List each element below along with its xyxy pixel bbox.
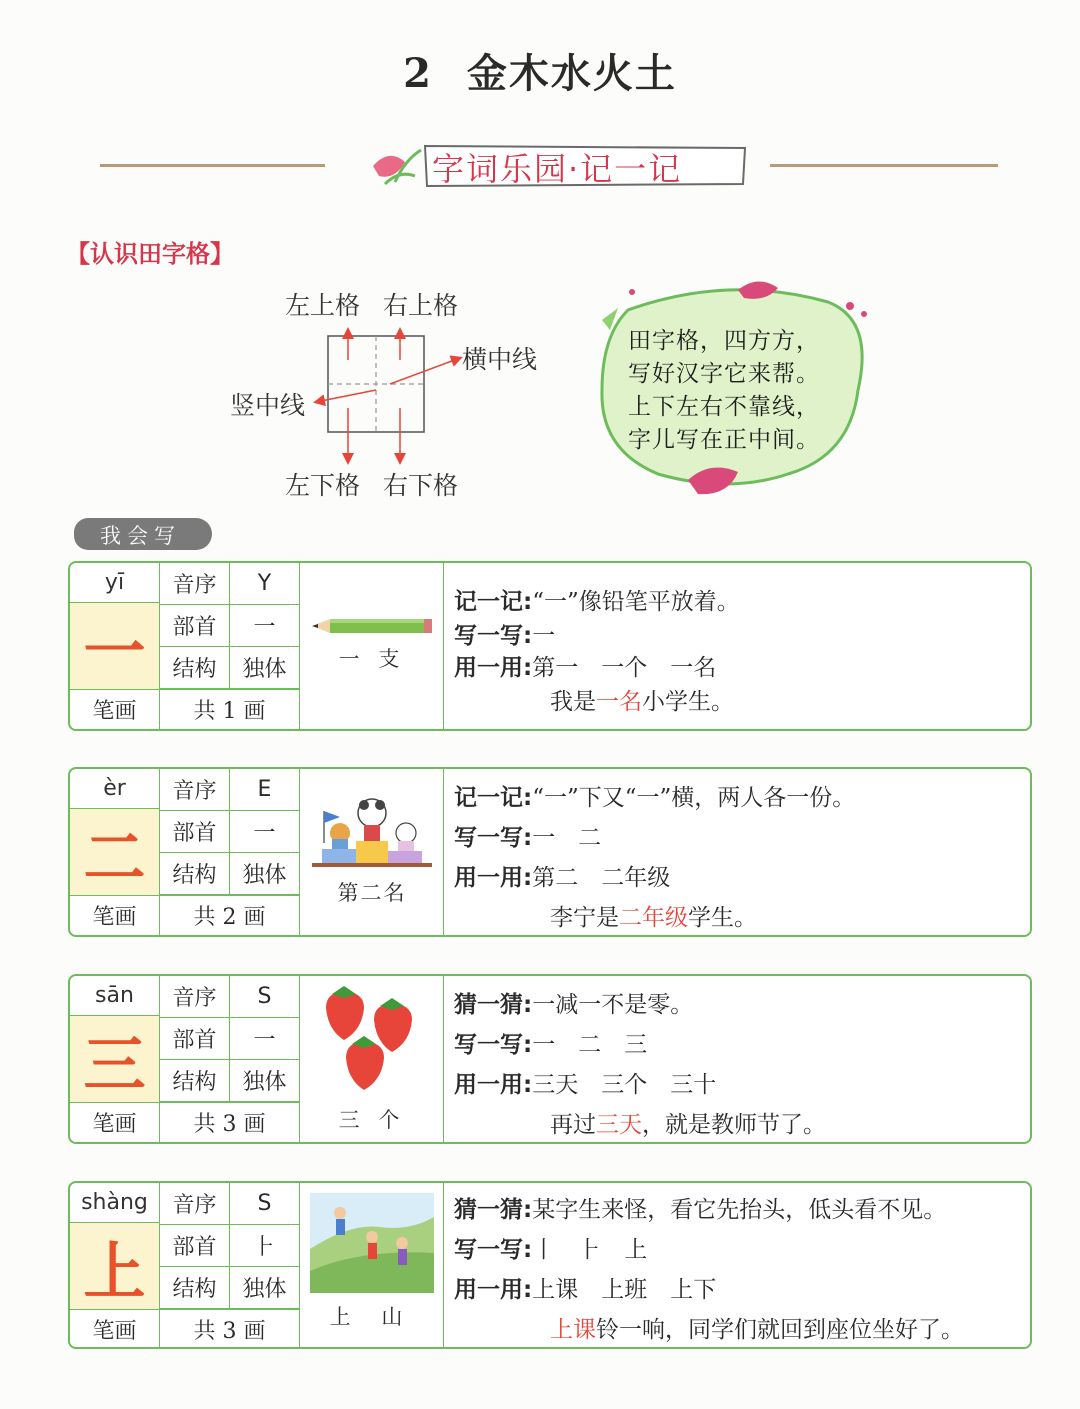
example-pre: 我是	[550, 689, 596, 715]
character-card-san	[68, 974, 1032, 1144]
character: 一	[70, 603, 160, 689]
picture-panel	[300, 769, 444, 935]
note-use	[454, 1271, 716, 1304]
note-label: 记一记:	[454, 785, 533, 811]
hill-climb-icon	[310, 1193, 434, 1293]
character-card-shang	[68, 1181, 1032, 1349]
jiegou-label: 结构	[160, 1060, 230, 1102]
note-label: 用一用:	[454, 1072, 533, 1098]
poem-line: 字儿写在正中间。	[628, 427, 820, 453]
bushou-label: 部首	[160, 1018, 230, 1060]
note-label: 记一记:	[454, 589, 533, 615]
example-post: 小学生。	[642, 689, 734, 715]
jiegou-value: 独体	[230, 647, 300, 689]
example-post: ，就是教师节了。	[642, 1112, 826, 1138]
note-text: 一 二	[532, 825, 602, 851]
yinxu-label: 音序	[160, 1183, 230, 1225]
jiegou-value: 独体	[230, 853, 300, 895]
example-pre: 李宁是	[550, 905, 619, 931]
notes	[454, 563, 1030, 729]
note-text: 丨 ⺊ 上	[532, 1237, 648, 1263]
note-text: 第二 二年级	[532, 865, 671, 891]
picture-panel	[300, 563, 444, 729]
note-write	[454, 1231, 647, 1264]
jiegou-label: 结构	[160, 853, 230, 895]
example-highlight: 三天	[596, 1112, 642, 1138]
note-label: 写一写:	[454, 825, 533, 851]
notes	[454, 976, 1030, 1142]
bushou-value: 一	[230, 811, 300, 853]
example-sentence	[550, 1311, 964, 1344]
example-post: 学生。	[688, 905, 757, 931]
note-guess	[454, 986, 693, 1019]
pencil-icon	[312, 615, 432, 637]
note-label: 猜一猜:	[454, 992, 533, 1018]
picture-caption: 三 个	[338, 1108, 406, 1132]
jiegou-value: 独体	[230, 1060, 300, 1102]
bushou-label: 部首	[160, 605, 230, 647]
note-text: 一	[532, 623, 556, 649]
yinxu-label: 音序	[160, 769, 230, 811]
character-card-yi	[68, 561, 1032, 731]
note-label: 用一用:	[454, 1277, 533, 1303]
note-label: 写一写:	[454, 1237, 533, 1263]
label-bottom-right-cell: 右下格	[383, 471, 459, 500]
picture-caption: 一 支	[338, 647, 406, 671]
podium-icon	[312, 781, 432, 867]
right-divider	[770, 164, 998, 167]
strokes-label: 笔画	[70, 895, 160, 935]
label-bottom-left-cell: 左下格	[285, 471, 361, 500]
picture-caption: 上 山	[329, 1305, 415, 1329]
note-text: 第一 一个 一名	[532, 655, 717, 681]
strokes-value: 共 1 画	[160, 689, 300, 729]
pinyin: yī	[70, 563, 160, 603]
poem-line: 上下左右不靠线，	[628, 394, 820, 420]
pinyin: èr	[70, 769, 160, 809]
example-highlight: 二年级	[619, 905, 688, 931]
bushou-value: ⺊	[230, 1225, 300, 1267]
note-write	[454, 617, 555, 650]
bushou-label: 部首	[160, 811, 230, 853]
pinyin: sān	[70, 976, 160, 1016]
jiegou-label: 结构	[160, 647, 230, 689]
note-write	[454, 819, 601, 852]
poem-line: 田字格，四方方，	[628, 328, 820, 354]
note-remember	[454, 583, 740, 616]
note-use	[454, 649, 716, 682]
note-use	[454, 859, 670, 892]
bushou-value: 一	[230, 1018, 300, 1060]
character-card-er	[68, 767, 1032, 937]
banner-text: 字词乐园·记一记	[432, 150, 683, 188]
yinxu-value: E	[230, 769, 300, 811]
section-heading-tianzige: 【认识田字格】	[66, 240, 234, 268]
note-remember	[454, 779, 855, 812]
note-text: “一”下又“一”横，两人各一份。	[532, 785, 856, 811]
note-text: 一减一不是零。	[532, 992, 694, 1018]
write-section-label: 我会写	[100, 524, 181, 548]
note-label: 写一写:	[454, 1032, 533, 1058]
example-post: 铃一响，同学们就回到座位坐好了。	[596, 1317, 964, 1343]
strawberries-icon	[322, 984, 422, 1096]
note-text: 上课 上班 上下	[532, 1277, 717, 1303]
label-top-right-cell: 右上格	[383, 291, 459, 320]
example-sentence	[550, 683, 734, 716]
left-divider	[100, 164, 325, 167]
example-pre: 再过	[550, 1112, 596, 1138]
note-text: 某字生来怪，看它先抬头，低头看不见。	[532, 1197, 947, 1223]
yinxu-label: 音序	[160, 976, 230, 1018]
picture-panel	[300, 976, 444, 1142]
strokes-label: 笔画	[70, 689, 160, 729]
character: 二	[70, 809, 160, 895]
note-text: “一”像铅笔平放着。	[532, 589, 740, 615]
note-label: 用一用:	[454, 655, 533, 681]
example-highlight: 上课	[550, 1317, 596, 1343]
bushou-label: 部首	[160, 1225, 230, 1267]
example-sentence	[550, 899, 757, 932]
label-horizontal-line: 横中线	[462, 345, 538, 374]
character: 上	[70, 1223, 160, 1309]
note-guess	[454, 1191, 946, 1224]
example-sentence	[550, 1106, 826, 1139]
notes	[454, 1183, 1030, 1349]
jiegou-label: 结构	[160, 1267, 230, 1309]
pinyin: shàng	[70, 1183, 160, 1223]
lesson-number: 2	[403, 50, 433, 97]
character: 三	[70, 1016, 160, 1102]
yinxu-label: 音序	[160, 563, 230, 605]
label-vertical-line: 竖中线	[230, 391, 306, 420]
note-text: 一 二 三	[532, 1032, 648, 1058]
note-label: 写一写:	[454, 623, 533, 649]
example-highlight: 一名	[596, 689, 642, 715]
label-top-left-cell: 左上格	[285, 291, 361, 320]
bushou-value: 一	[230, 605, 300, 647]
note-use	[454, 1066, 716, 1099]
note-label: 用一用:	[454, 865, 533, 891]
notes	[454, 769, 1030, 935]
yinxu-value: S	[230, 1183, 300, 1225]
tianzige-diagram	[300, 320, 470, 470]
strokes-value: 共 3 画	[160, 1102, 300, 1142]
strokes-value: 共 2 画	[160, 895, 300, 935]
strokes-value: 共 3 画	[160, 1309, 300, 1349]
yinxu-value: Y	[230, 563, 300, 605]
picture-caption: 第二名	[337, 881, 407, 905]
poem-line: 写好汉字它来帮。	[628, 361, 820, 387]
note-text: 三天 三个 三十	[532, 1072, 717, 1098]
note-label: 猜一猜:	[454, 1197, 533, 1223]
jiegou-value: 独体	[230, 1267, 300, 1309]
strokes-label: 笔画	[70, 1309, 160, 1349]
picture-panel	[300, 1183, 444, 1349]
lesson-title	[0, 42, 1080, 99]
yinxu-value: S	[230, 976, 300, 1018]
note-write	[454, 1026, 647, 1059]
strokes-label: 笔画	[70, 1102, 160, 1142]
lesson-name: 金木水火土	[466, 50, 677, 97]
